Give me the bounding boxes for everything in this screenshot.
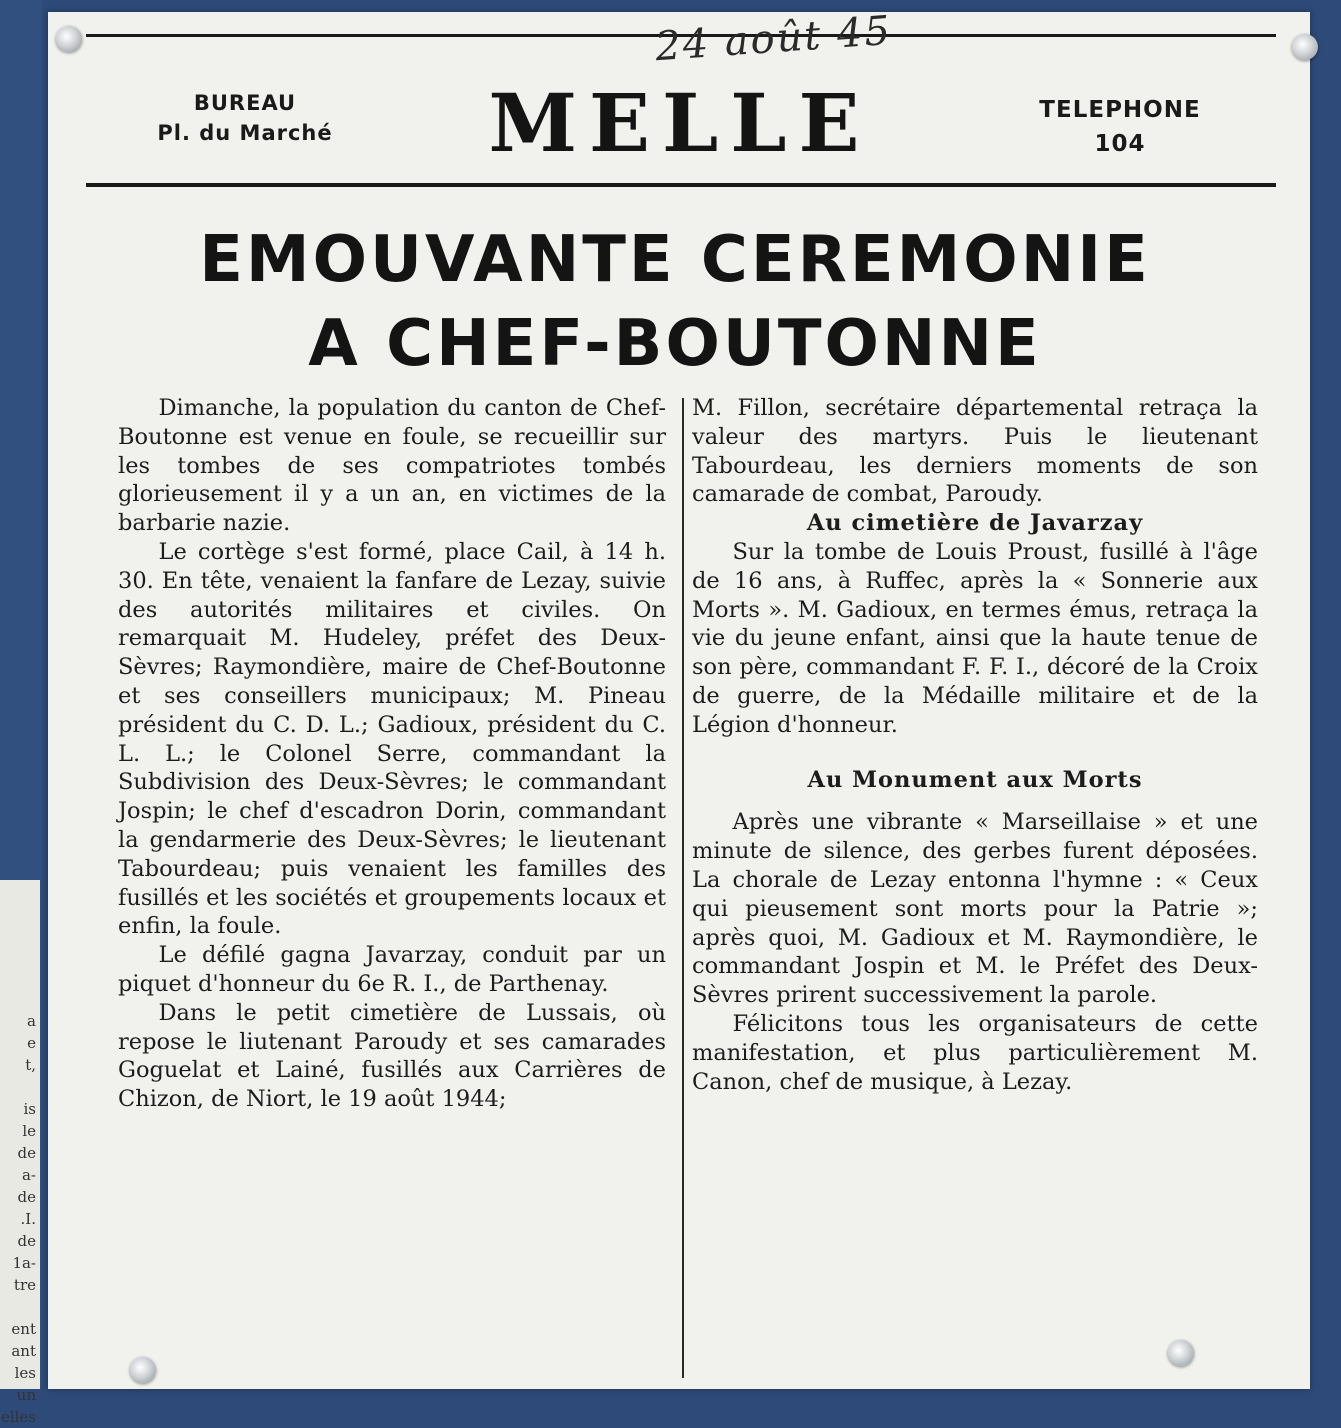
fragment-text: a (27, 1012, 36, 1030)
handwritten-date: 24 août 45 (653, 7, 894, 71)
fragment-text: le (22, 1122, 36, 1140)
paragraph: Dans le petit cimetière de Lussais, où repose le liutenant Paroudy et ses camarades Goguelat et Lainé, fusillés aux Carrières de Chizon, de Niort, le 19 août 1944; (118, 999, 666, 1113)
fragment-text: ant (11, 1342, 36, 1360)
fragment-text: .I. (20, 1210, 36, 1228)
fragment-text: ent (11, 1320, 36, 1338)
thumbtack-icon (1292, 34, 1318, 60)
paragraph: M. Fillon, secrétaire départemental retraça la valeur des martyrs. Puis le lieutenant Tabourdeau, les derniers moments de son camarade de combat, Paroudy. (692, 395, 1258, 508)
subheading-monument: Au Monument aux Morts (807, 766, 1143, 793)
fragment-text: de (17, 1232, 36, 1250)
spacer (692, 794, 1258, 808)
bureau-address (120, 88, 370, 148)
paragraph: Dimanche, la population du canton de Chef-Boutonne est venue en foule, se recueillir sur les tombes de ses compatriotes tombés glorieusement il y a un an, en victimes de la barbarie nazie. (118, 395, 666, 537)
paragraph: Félicitons tous les organisateurs de cette manifestation, et plus particulièrement M. Canon, chef de musique, à Lezay. (692, 1010, 1258, 1095)
fragment-text: is (23, 1100, 36, 1118)
adjacent-clipping-fragment (0, 880, 40, 1426)
masthead-title: MELLE (488, 76, 872, 170)
paragraph: Le défilé gagna Javarzay, conduit par un piquet d'honneur du 6e R. I., de Parthenay. (118, 942, 666, 997)
paragraph: Le cortège s'est formé, place Cail, à 14 h. 30. En tête, venaient la fanfare de Lezay, suivie des autorités militaires et civiles. On remarquait M. Hudeley, préfet des Deux-Sèvres; Raymondière, maire de Chef-Boutonne et ses conseillers municipaux; M. Pineau président du C. D. L.; Gadioux, président du C. L. L.; le Colonel Serre, commandant la Subdivision des Deux-Sèvres; le commandant Jospin; le chef d'escadron Dorin, commandant la gendarmerie des Deux-Sèvres; le lieutenant Tabourdeau; puis venaient les familles des fusillés et les sociétés et groupements locaux et enfin, la foule. (118, 538, 666, 940)
fragment-text: elles (0, 1408, 36, 1426)
fragment-text: de (17, 1144, 36, 1162)
telephone-block (1000, 93, 1240, 161)
subheading-cemetery: Au cimetière de Javarzay (806, 510, 1144, 537)
bureau-label: BUREAU (193, 91, 297, 115)
fragment-text: 1a- (12, 1254, 36, 1272)
fragment-text (0, 1076, 36, 1098)
fragment-text: e (27, 1034, 36, 1052)
fragment-text: de (17, 1188, 36, 1206)
column-divider (682, 398, 684, 1378)
fragment-text: les (14, 1364, 36, 1382)
telephone-label: TELEPHONE (1039, 97, 1201, 123)
article-column-left (118, 394, 666, 1114)
telephone-number: 104 (1094, 131, 1146, 157)
paragraph: Après une vibrante « Marseillaise » et une minute de silence, des gerbes furent déposées. La chorale de Lezay entonna l'hymne : « Ceux qui pieusement sont morts pour la Patrie »; après quoi, M. Gadioux et M. Raymondière, le commandant Jospin et M. le Préfet des Deux-Sèvres prirent successivement la parole. (692, 809, 1258, 1009)
thumbtack-icon (56, 26, 82, 52)
thumbtack-icon (130, 1357, 156, 1383)
headline-line-1: EMOUVANTE CEREMONIE (199, 223, 1151, 297)
fragment-text: a- (21, 1166, 36, 1184)
fragment-text: t, (25, 1056, 36, 1074)
article-headline (100, 218, 1250, 386)
headline-line-2: A CHEF-BOUTONNE (308, 307, 1042, 381)
thumbtack-icon (1168, 1340, 1194, 1366)
masthead-rule (86, 183, 1276, 187)
fragment-text: un (16, 1386, 36, 1404)
fragment-text (0, 1296, 36, 1318)
article-column-right (692, 394, 1258, 1096)
fragment-text: tre (13, 1276, 36, 1294)
spacer (692, 740, 1258, 766)
bureau-location: Pl. du Marché (157, 121, 333, 145)
paragraph: Sur la tombe de Louis Proust, fusillé à l'âge de 16 ans, à Ruffec, après la « Sonnerie aux Morts ». M. Gadioux, en termes émus, retraça la vie du jeune enfant, ainsi que la haute tenue de son père, commandant F. F. I., décoré de la Croix de guerre, de la Médaille militaire et de la Légion d'honneur. (692, 538, 1258, 738)
